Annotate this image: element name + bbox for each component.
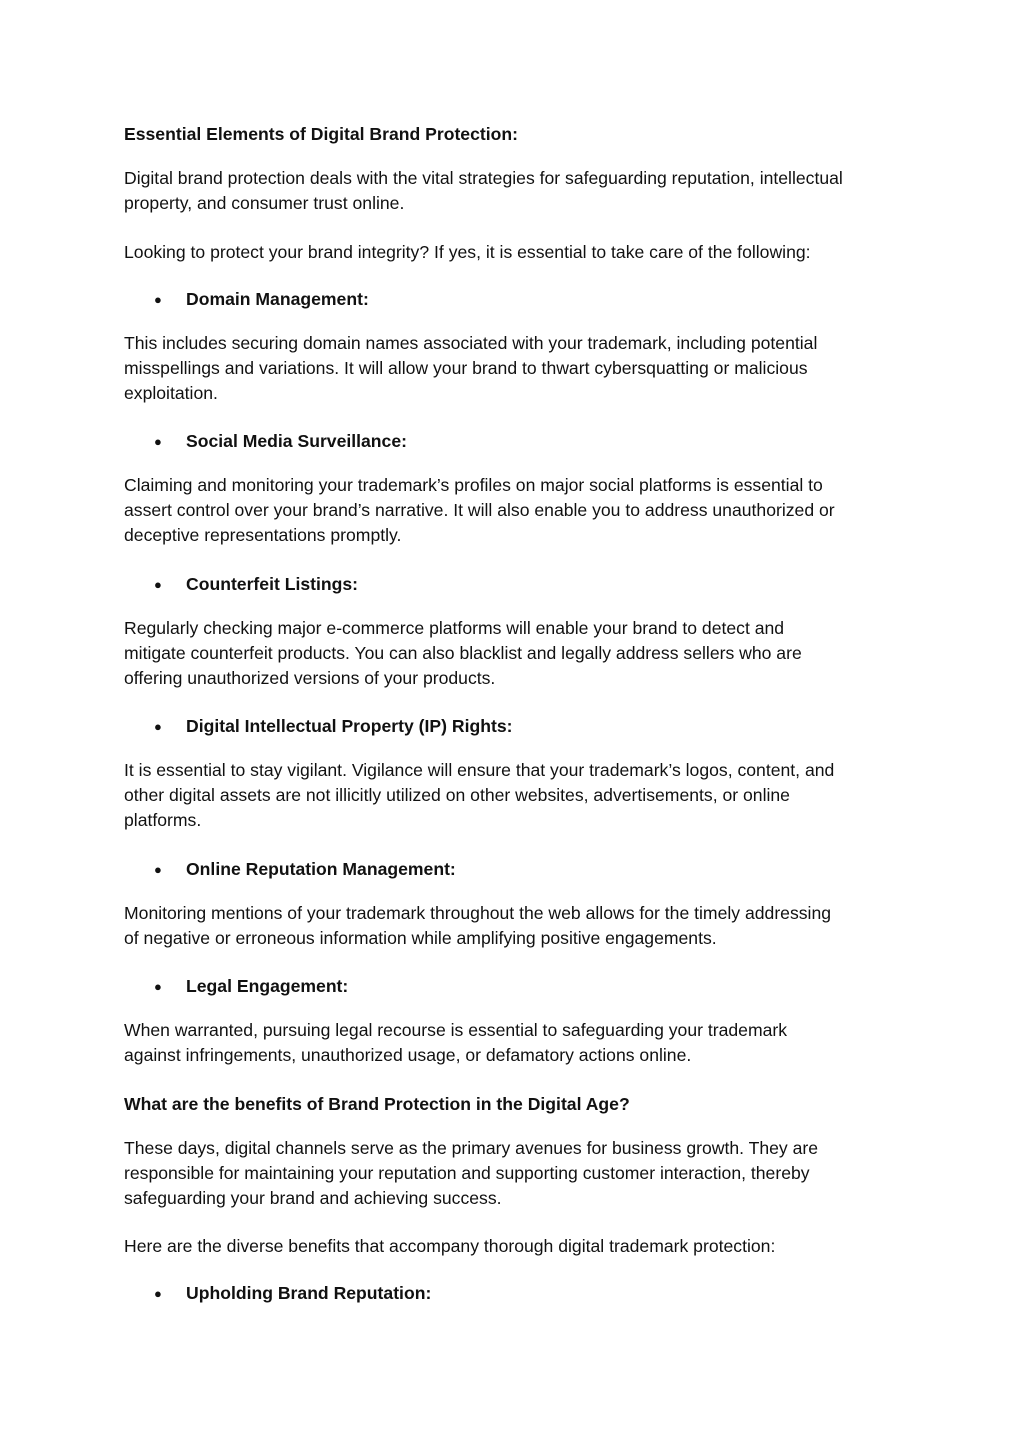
lead-paragraph: Looking to protect your brand integrity? If yes, it is essential to take care of the following:: [124, 242, 811, 262]
intro-line-1: Digital brand protection deals with the vital strategies for safeguarding reputation, intellectual: [124, 168, 843, 188]
paragraph-line: These days, digital channels serve as the primary avenues for business growth. They are: [124, 1138, 819, 1158]
bullet-icon: ●: [154, 434, 162, 449]
bullet-title: Counterfeit Listings:: [186, 574, 359, 594]
paragraph-line: platforms.: [124, 810, 202, 830]
paragraph-line: Monitoring mentions of your trademark throughout the web allows for the timely addressing: [124, 903, 832, 923]
paragraph-line: This includes securing domain names associated with your trademark, including potential: [124, 333, 818, 353]
bullet-title: Legal Engagement:: [186, 976, 349, 996]
bullet-title: Social Media Surveillance:: [186, 431, 407, 451]
bullet-item-upholding-brand-reputation: [154, 1281, 431, 1306]
bullet-item-domain-management: [154, 287, 369, 312]
bullet-icon: ●: [154, 862, 162, 877]
bullet-icon: ●: [154, 1286, 162, 1301]
paragraph-line: mitigate counterfeit products. You can also blacklist and legally address sellers who are: [124, 643, 802, 663]
section-heading: Essential Elements of Digital Brand Protection:: [124, 124, 518, 144]
paragraph-line: Regularly checking major e-commerce platforms will enable your brand to detect and: [124, 618, 785, 638]
bullet-item-digital-ip-rights: [154, 714, 513, 739]
bullet-title: Upholding Brand Reputation:: [186, 1283, 432, 1303]
paragraph-line: responsible for maintaining your reputation and supporting customer interaction, thereby: [124, 1163, 810, 1183]
section-heading: What are the benefits of Brand Protection in the Digital Age?: [124, 1094, 630, 1114]
bullet-title: Digital Intellectual Property (IP) Rights:: [186, 716, 513, 736]
bullet-icon: ●: [154, 979, 162, 994]
bullet-item-online-reputation-management: [154, 857, 456, 882]
paragraph-line: misspellings and variations. It will allow your brand to thwart cybersquatting or malicious: [124, 358, 808, 378]
intro-line-2: property, and consumer trust online.: [124, 193, 405, 213]
paragraph-line: safeguarding your brand and achieving success.: [124, 1188, 502, 1208]
paragraph-line: Claiming and monitoring your trademark’s profiles on major social platforms is essential to: [124, 475, 823, 495]
paragraph-line: It is essential to stay vigilant. Vigilance will ensure that your trademark’s logos, content, and: [124, 760, 835, 780]
paragraph-line: When warranted, pursuing legal recourse is essential to safeguarding your trademark: [124, 1020, 788, 1040]
bullet-icon: ●: [154, 719, 162, 734]
paragraph-line: exploitation.: [124, 383, 218, 403]
bullet-item-legal-engagement: [154, 974, 348, 999]
bullet-title: Online Reputation Management:: [186, 859, 456, 879]
paragraph-line: deceptive representations promptly.: [124, 525, 402, 545]
bullet-item-counterfeit-listings: [154, 572, 358, 597]
paragraph-line: against infringements, unauthorized usage, or defamatory actions online.: [124, 1045, 692, 1065]
bullet-icon: ●: [154, 292, 162, 307]
bullet-item-social-media-surveillance: [154, 429, 407, 454]
paragraph-line: of negative or erroneous information while amplifying positive engagements.: [124, 928, 717, 948]
bullet-icon: ●: [154, 577, 162, 592]
bullet-title: Domain Management:: [186, 289, 369, 309]
paragraph-line: other digital assets are not illicitly utilized on other websites, advertisements, or online: [124, 785, 790, 805]
paragraph-line: assert control over your brand’s narrative. It will also enable you to address unauthorized or: [124, 500, 835, 520]
paragraph-line: Here are the diverse benefits that accompany thorough digital trademark protection:: [124, 1236, 776, 1256]
paragraph-line: offering unauthorized versions of your products.: [124, 668, 496, 688]
